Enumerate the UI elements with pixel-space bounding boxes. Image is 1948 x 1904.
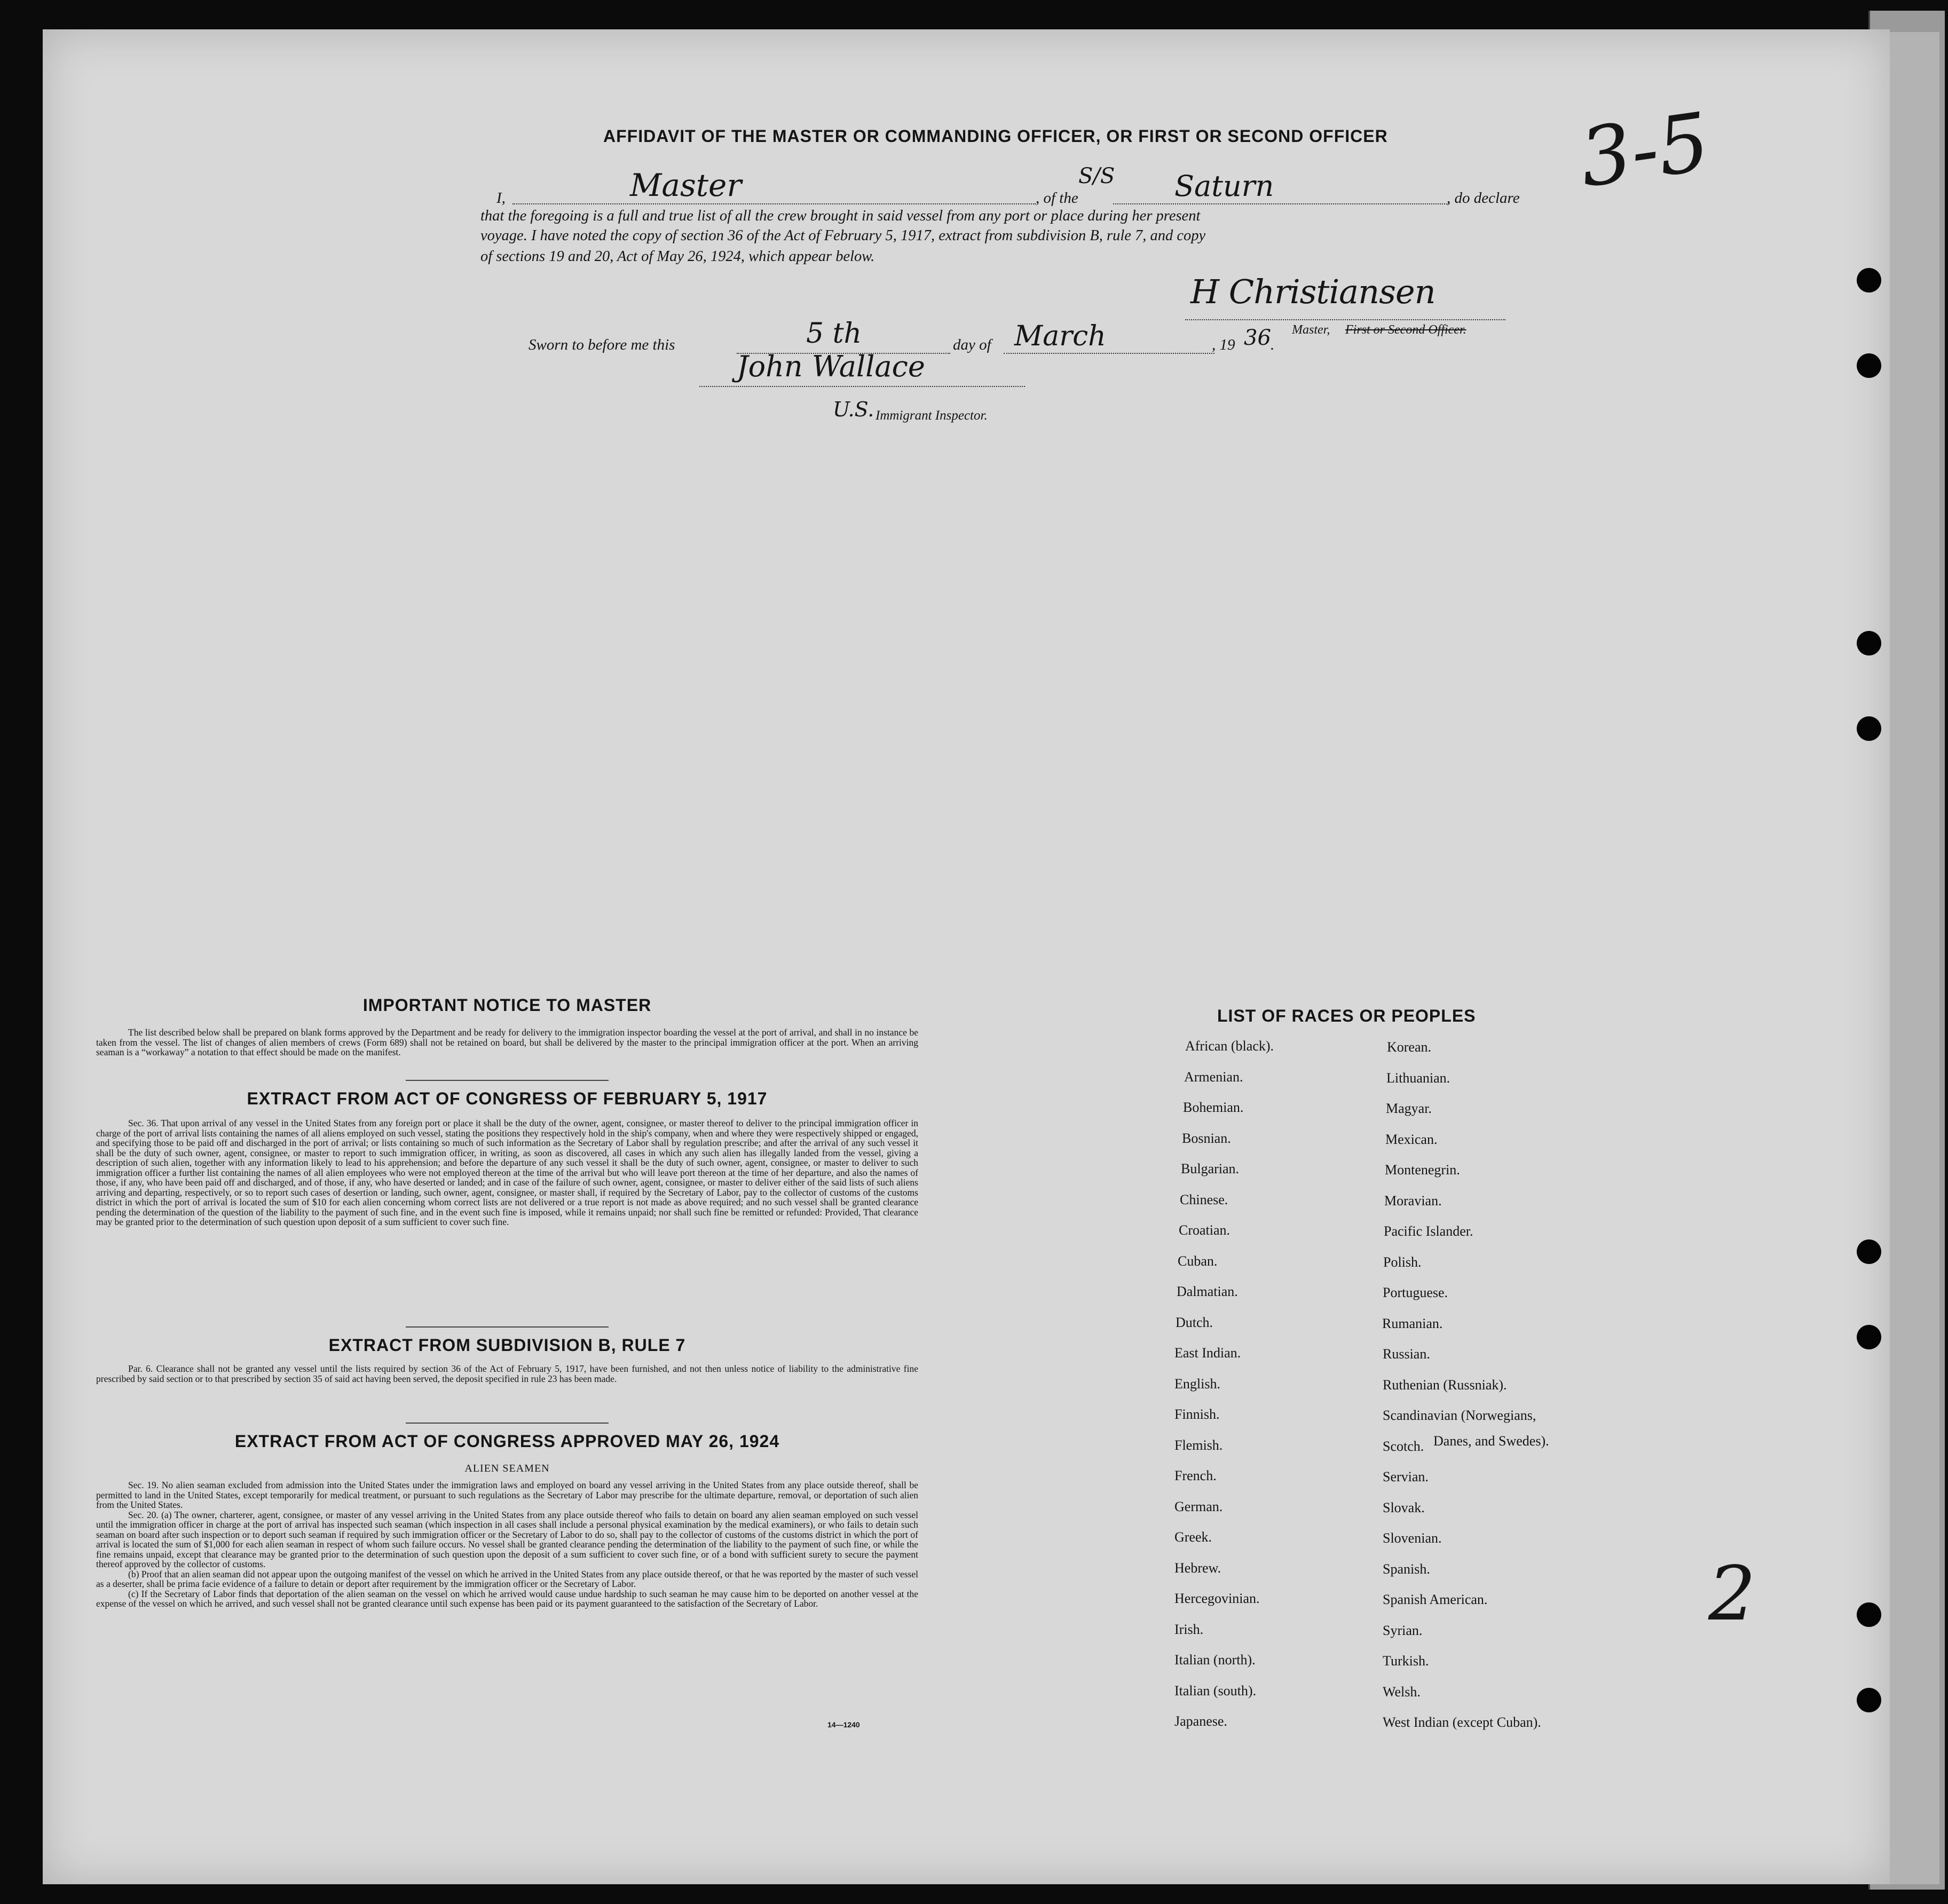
race-item: Bulgarian. xyxy=(1181,1161,1240,1176)
race-item: Scandinavian (Norwegians, xyxy=(1383,1408,1536,1423)
divider-3 xyxy=(406,1423,609,1424)
year-suffix: . xyxy=(1271,336,1275,353)
inspector-line xyxy=(699,386,1025,387)
race-item: German. xyxy=(1174,1498,1223,1514)
officer-title-struck: First or Second Officer. xyxy=(1345,323,1466,337)
affidavit-line2: that the foregoing is a full and true list of all the crew brought in said vessel from any port or place during her present xyxy=(480,208,1201,224)
race-item: Finnish. xyxy=(1174,1407,1220,1422)
race-item: West Indian (except Cuban). xyxy=(1383,1715,1541,1730)
race-item: Spanish American. xyxy=(1383,1592,1488,1607)
signature-line xyxy=(1185,319,1505,320)
affidavit-line4: of sections 19 and 20, Act of May 26, 1924, which appear below. xyxy=(480,248,875,265)
race-item: Dalmatian. xyxy=(1177,1284,1238,1299)
divider-2 xyxy=(406,1326,609,1328)
race-item: Syrian. xyxy=(1383,1622,1423,1638)
race-item: Spanish. xyxy=(1383,1561,1430,1577)
race-item: English. xyxy=(1174,1376,1220,1392)
extract-1924-title: EXTRACT FROM ACT OF CONGRESS APPROVED MAY 26, 1924 xyxy=(234,1432,780,1451)
race-item: Flemish. xyxy=(1174,1437,1223,1453)
subdivision-title: EXTRACT FROM SUBDIVISION B, RULE 7 xyxy=(328,1336,686,1355)
inspector-signature: John Wallace xyxy=(737,350,925,383)
race-item: Armenian. xyxy=(1184,1069,1243,1085)
race-item: Hebrew. xyxy=(1174,1560,1221,1576)
race-item: Pacific Islander. xyxy=(1384,1223,1473,1239)
sworn-label: Sworn to before me this xyxy=(529,336,675,353)
race-item: Turkish. xyxy=(1383,1653,1429,1669)
extract-1917-title: EXTRACT FROM ACT OF CONGRESS OF FEBRUARY 5, 1917 xyxy=(247,1089,768,1108)
race-item: Hercegovinian. xyxy=(1174,1591,1260,1606)
race-item: French. xyxy=(1174,1468,1217,1483)
race-item: Portuguese. xyxy=(1383,1285,1448,1300)
race-item: Italian (north). xyxy=(1174,1652,1256,1668)
race-scandinavian-cont: Danes, and Swedes). xyxy=(1433,1433,1549,1449)
punch-hole xyxy=(1857,1688,1881,1712)
race-item: Slovenian. xyxy=(1383,1530,1442,1546)
master-signature: H Christiansen xyxy=(1190,272,1436,311)
race-item: Dutch. xyxy=(1176,1314,1213,1330)
extract-1924-subtitle: ALIEN SEAMEN xyxy=(464,1463,550,1474)
race-item: Korean. xyxy=(1387,1039,1432,1055)
race-item: Scotch. xyxy=(1383,1438,1424,1454)
race-item: Rumanian. xyxy=(1382,1315,1443,1331)
race-item: Cuban. xyxy=(1178,1253,1218,1269)
notice-body: The list described below shall be prepared on blank forms approved by the Department and be ready for delivery to the immigration inspector boarding the vessel at the port of arrival, and shall in no instance be taken from the vessel. The list of changes of alien members of crews (Form 689) shall not be retained on board, but shall be delivered by the master to the principal immigration officer at the port. When an arriving seaman is a “workaway” a notation to that effect should be made on the manifest. xyxy=(96,1027,918,1057)
sec20b-text: (b) Proof that an alien seaman did not appear upon the outgoing manifest of the vessel on which he arrived in the United States from any place outside thereof, or that he was reported by the master of such vessel as a deserter, shall be prima facie evidence of a failure to detain or deport after requirement by the immigration officer or the Secretary of Labor. xyxy=(96,1568,918,1589)
hw-ss: S/S xyxy=(1078,164,1115,188)
of-the-label: , of the xyxy=(1036,189,1078,207)
punch-hole xyxy=(1857,1239,1881,1264)
vessel-line xyxy=(1113,203,1449,204)
hw-rank: Master xyxy=(630,167,742,203)
race-item: Japanese. xyxy=(1174,1713,1227,1729)
affidavit-line3: voyage. I have noted the copy of section 36 of the Act of February 5, 1917, extract from subdivision B, rule 7, and copy xyxy=(480,227,1206,244)
officer-title-master: Master, xyxy=(1292,323,1330,337)
inspector-title: Immigrant Inspector. xyxy=(876,408,988,423)
race-item: Montenegrin. xyxy=(1385,1162,1460,1178)
do-declare-label: , do declare xyxy=(1447,189,1520,207)
notice-title: IMPORTANT NOTICE TO MASTER xyxy=(362,996,652,1015)
race-item: Greek. xyxy=(1174,1529,1212,1545)
form-number: 14—1240 xyxy=(827,1720,860,1729)
race-item: Ruthenian (Russniak). xyxy=(1383,1377,1507,1393)
race-item: Russian. xyxy=(1383,1346,1430,1362)
race-item: Chinese. xyxy=(1180,1191,1228,1207)
race-item: African (black). xyxy=(1185,1038,1274,1054)
extract-1924-body xyxy=(96,1480,918,1609)
punch-hole xyxy=(1857,716,1881,741)
extract-1917-body: Sec. 36. That upon arrival of any vessel in the United States from any foreign port or place it shall be the duty of the owner, agent, consignee, or master thereof to deliver to the principal immigration officer in charge of the port of arrival lists containing the names of all aliens employed on such vessel, stating the positions they respectively hold in the ship's company, when and where they were respectively shipped or engaged, and specifying those to be paid off and discharged in the port of arrival; or lists containing so much of such information as the Secretary of Labor shall by regulation prescribe; and after the arrival of any such vessel it shall be the duty of such owner, agent, consignee, or master to report to such immigration officer, in writing, as soon as discovered, all cases in which any such alien has illegally landed from the vessel, giving a description of such alien, together with any information likely to lead to his apprehension; and before the departure of any such vessel it shall be the duty of such owner, agent, consignee, or master to deliver to such immigration officer a further list containing the names of all alien employees who were not employed thereon at the time of the arrival but who will leave port thereon at the time of her departure, and also the names of those, if any, who have been paid off and discharged, and of those, if any, who have deserted or landed; and in case of the failure of such owner, agent, consignee, or master to deliver either of the said lists of such aliens arriving and departing, respectively, or so to report such cases of desertion or landing, such owner, agent, consignee, or master shall, if required by the Secretary of Labor, pay to the collector of customs of the customs district in which the port of arrival is located the sum of $10 for each alien concerning whom correct lists are not delivered or a true report is not made as above required; and no such vessel shall be granted clearance pending the determination of the question of the liability to the payment of such fine, and in the event such fine is imposed, while it remains unpaid; nor shall such fine be remitted or refunded: Provided, That clearance may be granted prior to the determination of such question upon deposit of a sum sufficient to cover such fine. xyxy=(96,1118,918,1227)
race-item: Slovak. xyxy=(1383,1499,1425,1515)
race-item: Bohemian. xyxy=(1183,1100,1244,1115)
subdivision-body: Par. 6. Clearance shall not be granted any vessel until the lists required by section 36 of the Act of February 5, 1917, have been furnished, and not then unless notice of liability to the administrative fine prescribed by said section or to that prescribed by section 35 of said act having been served, the deposit specified in rule 23 has been made. xyxy=(96,1363,918,1384)
divider-1 xyxy=(406,1080,609,1081)
rank-line xyxy=(512,203,1036,204)
year-prefix: , 19 xyxy=(1212,336,1235,353)
race-item: Croatian. xyxy=(1179,1222,1231,1238)
inspector-prefix: U.S. xyxy=(833,398,874,421)
sec20a-text: Sec. 20. (a) The owner, charterer, agent, consignee, or master of any vessel arriving in the United States from any place outside thereof who fails to detain on board any alien seaman employed on such vessel until the immigration officer in charge at the port of arrival has inspected such seaman (which inspection in all cases shall include a personal physical examination by the medical examiners), or who fails to detain such seaman on board after such inspection or to deport such seaman if required by such immigration officer or the Secretary of Labor to do so, shall pay to the collector of customs of the customs district in which the port of arrival is located the sum of $1,000 for each alien seaman in respect of whom such failure occurs. No vessel shall be granted clearance pending the determination of the liability to the payment of such fine, or while the fine remains unpaid, except that clearance may be granted prior to the determination of such question upon the deposit of a sum sufficient to cover such fine, or of a bond with sufficient surety to secure the payment thereof approved by the collector of customs. xyxy=(96,1509,918,1569)
hw-month: March xyxy=(1014,320,1106,352)
race-item: East Indian. xyxy=(1174,1345,1241,1361)
race-item: Polish. xyxy=(1383,1254,1422,1270)
race-item: Bosnian. xyxy=(1182,1130,1231,1146)
day-of-label: day of xyxy=(953,336,991,353)
race-item: Moravian. xyxy=(1384,1192,1442,1208)
sec19-text: Sec. 19. No alien seaman excluded from admission into the United States under the immigration laws and employed on board any vessel arriving in the United States from any place outside thereof, shall be permitted to land in the United States, except temporarily for medical treatment, or pursuant to such regulations as the Secretary of Labor may prescribe for the ultimate departure, removal, or deportation of such alien from the United States. xyxy=(96,1480,918,1510)
top-right-mark: 3-5 xyxy=(1574,96,1715,206)
punch-hole xyxy=(1857,631,1881,655)
hw-year: 36 xyxy=(1244,326,1271,350)
punch-hole xyxy=(1857,353,1881,378)
affidavit-i-label: I, xyxy=(496,189,506,207)
race-item: Mexican. xyxy=(1385,1131,1438,1147)
punch-hole xyxy=(1857,1602,1881,1627)
punch-hole xyxy=(1857,1325,1881,1349)
race-item: Italian (south). xyxy=(1174,1682,1257,1698)
sec20c-text: (c) If the Secretary of Labor finds that deportation of the alien seaman on the vessel on which he arrived would cause undue hardship to such seaman he may cause him to be deported on another vessel at the expense of the vessel on which he arrived, and such vessel shall not be granted clearance until such expense has been paid or its payment guaranteed to the satisfaction of the Secretary of Labor. xyxy=(96,1588,918,1609)
month-line xyxy=(1004,353,1214,354)
race-item: Irish. xyxy=(1174,1621,1204,1637)
affidavit-title: AFFIDAVIT OF THE MASTER OR COMMANDING OFFICER, OR FIRST OR SECOND OFFICER xyxy=(603,127,1388,146)
race-item: Servian. xyxy=(1383,1469,1429,1484)
document-page xyxy=(43,29,1890,1884)
punch-hole xyxy=(1857,268,1881,293)
race-item: Lithuanian. xyxy=(1386,1070,1450,1086)
margin-mark: 2 xyxy=(1708,1551,1756,1638)
race-item: Magyar. xyxy=(1386,1101,1432,1116)
hw-vessel: Saturn xyxy=(1174,169,1274,203)
races-title: LIST OF RACES OR PEOPLES xyxy=(1217,1006,1476,1025)
hw-day: 5 th xyxy=(806,318,862,350)
race-item: Welsh. xyxy=(1383,1684,1421,1700)
